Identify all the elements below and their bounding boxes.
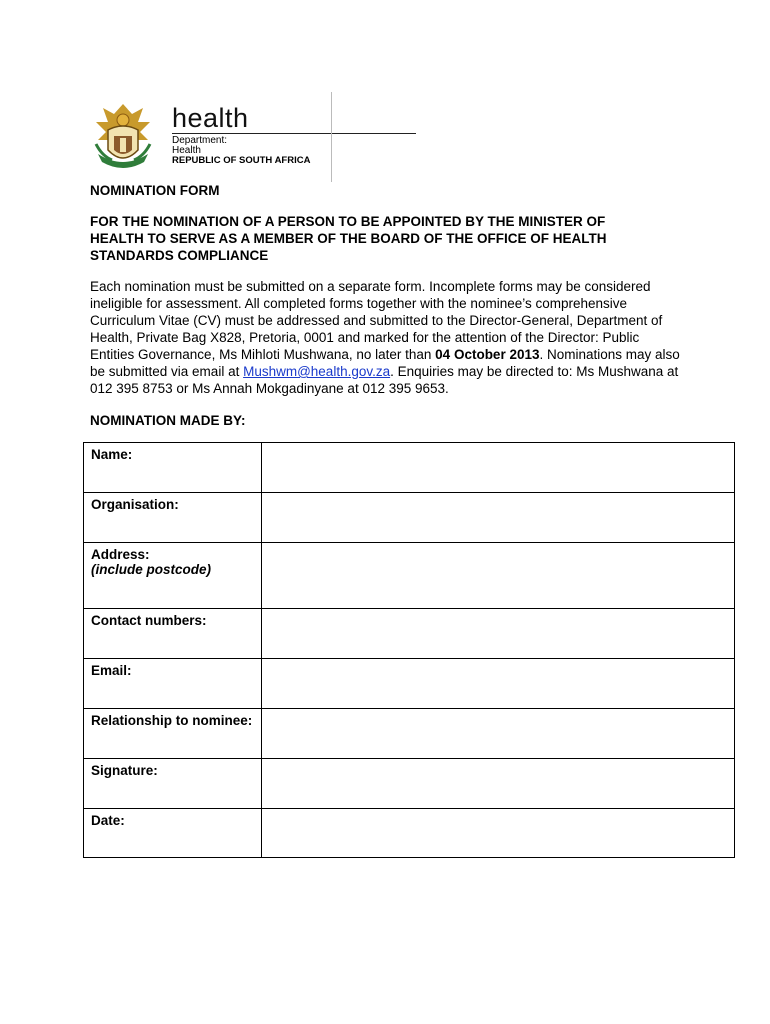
table-row <box>84 443 735 493</box>
organisation-field[interactable] <box>262 493 735 543</box>
instructions-part-2: . Nominations may also be submitted via email at <box>90 347 680 379</box>
coat-of-arms-icon <box>88 100 158 172</box>
relationship-label: Relationship to nominee: <box>91 713 253 728</box>
subtitle-line: FOR THE NOMINATION OF A PERSON TO BE APPOINTED BY THE MINISTER OF <box>90 214 606 229</box>
email-field[interactable] <box>262 659 735 709</box>
brand-block <box>172 104 249 132</box>
form-title: NOMINATION FORM <box>90 183 220 198</box>
subtitle-line: HEALTH TO SERVE AS A MEMBER OF THE BOARD OF THE OFFICE OF HEALTH <box>90 231 607 246</box>
header-divider <box>331 92 332 182</box>
deadline-date: 04 October 2013 <box>435 347 540 362</box>
row-label <box>84 759 262 809</box>
row-label <box>84 709 262 759</box>
table-row <box>84 809 735 858</box>
signature-label: Signature: <box>91 763 158 778</box>
dept-line-2: Health <box>172 145 201 156</box>
section-heading: NOMINATION MADE BY: <box>90 413 246 428</box>
organisation-label: Organisation: <box>91 497 179 512</box>
subtitle-line: STANDARDS COMPLIANCE <box>90 248 269 263</box>
row-label <box>84 543 262 609</box>
row-label <box>84 609 262 659</box>
department-name <box>172 136 310 166</box>
brand-divider <box>172 133 416 134</box>
signature-field[interactable] <box>262 759 735 809</box>
address-label: Address: <box>91 547 150 562</box>
row-label <box>84 493 262 543</box>
name-field[interactable] <box>262 443 735 493</box>
table-row <box>84 543 735 609</box>
table-row <box>84 659 735 709</box>
contact-numbers-field[interactable] <box>262 609 735 659</box>
instructions-part-3: . Enquiries may be directed to: Ms Mushwana at 012 395 8753 or Ms Annah Mokgadinyane at 012 395 9653. <box>90 364 679 396</box>
instructions-part-1: Each nomination must be submitted on a separate form. Incomplete forms may be considered ineligible for assessment. All completed forms together with the nominee’s comprehensive Curriculum Vitae (CV) must be addressed and submitted to the Director-General, Department of Health, Private Bag X828, Pretoria, 0001 and marked for the attention of the Director: Public Entities Governance, Ms Mihloti Mushwana, no later than <box>90 279 663 362</box>
table-row <box>84 493 735 543</box>
form-subtitle <box>90 213 680 264</box>
row-label <box>84 809 262 858</box>
relationship-field[interactable] <box>262 709 735 759</box>
table-row <box>84 609 735 659</box>
address-sub-label: (include postcode) <box>91 562 212 577</box>
address-field[interactable] <box>262 543 735 609</box>
date-field[interactable] <box>262 809 735 858</box>
dept-line-1: Department: <box>172 135 228 146</box>
row-label <box>84 443 262 493</box>
table-row <box>84 709 735 759</box>
contact-numbers-label: Contact numbers: <box>91 613 207 628</box>
name-label: Name: <box>91 447 133 462</box>
email-link[interactable]: Mushwm@health.gov.za <box>243 364 391 379</box>
country-name: REPUBLIC OF SOUTH AFRICA <box>172 155 311 166</box>
date-label: Date: <box>91 813 125 828</box>
nominator-details-table <box>83 442 735 858</box>
table-row <box>84 759 735 809</box>
row-label <box>84 659 262 709</box>
email-label: Email: <box>91 663 132 678</box>
brand-word: health <box>172 103 249 133</box>
department-logo <box>88 100 338 180</box>
instructions-paragraph <box>90 278 680 397</box>
